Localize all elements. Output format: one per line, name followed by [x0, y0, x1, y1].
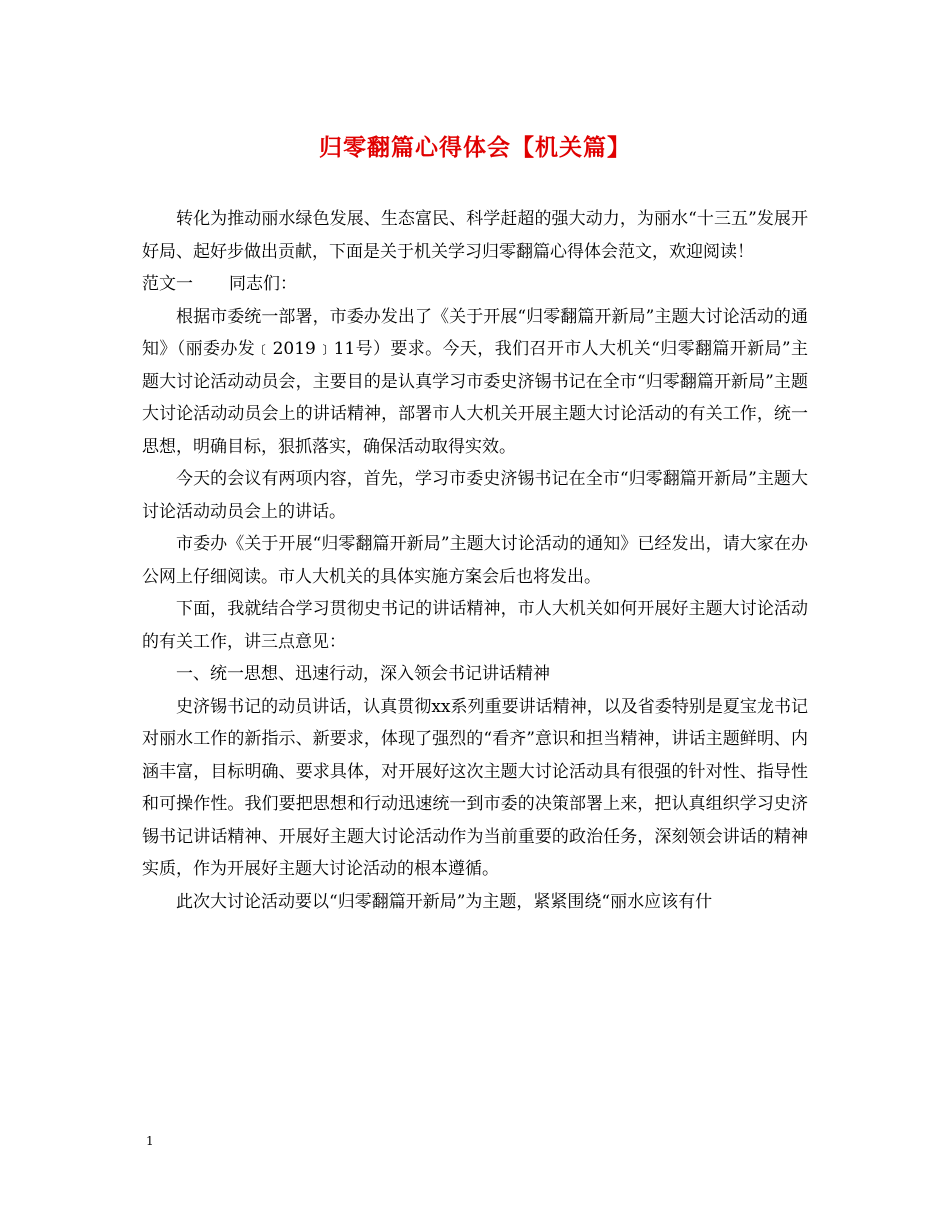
- document-body: [142, 203, 808, 918]
- sample-label: 范文一: [142, 274, 193, 294]
- body-paragraph: 今天的会议有两项内容，首先，学习市委史济锡书记在全市“归零翻篇开新局”主题大讨论活动动员会上的讲话。: [142, 469, 808, 522]
- document-title: 归零翻篇心得体会【机关篇】: [319, 134, 631, 161]
- body-paragraph: 下面，我就结合学习贯彻史书记的讲话精神，市人大机关如何开展好主题大讨论活动的有关工作，讲三点意见：: [142, 599, 808, 652]
- body-paragraph: 根据市委统一部署，市委办发出了《关于开展“归零翻篇开新局”主题大讨论活动的通知》（丽委办发﹝2019﹞11号）要求。今天，我们召开市人大机关“归零翻篇开新局”主题大讨论活动动员会，主要目的是认真学习市委史济锡书记在全市“归零翻篇开新局”主题大讨论活动动员会上的讲话精神，部署市人大机关开展主题大讨论活动的有关工作，统一思想，明确目标，狠抓落实，确保活动取得实效。: [142, 306, 808, 457]
- body-paragraph: 史济锡书记的动员讲话，认真贯彻xx系列重要讲话精神，以及省委特别是夏宝龙书记对丽水工作的新指示、新要求，体现了强烈的“看齐”意识和担当精神，讲话主题鲜明、内涵丰富，目标明确、要求具体，对开展好这次主题大讨论活动具有很强的针对性、指导性和可操作性。我们要把思想和行动迅速统一到市委的决策部署上来，把认真组织学习史济锡书记讲话精神、开展好主题大讨论活动作为当前重要的政治任务，深刻领会讲话的精神实质，作为开展好主题大讨论活动的根本遵循。: [142, 696, 808, 879]
- intro-paragraph: 转化为推动丽水绿色发展、生态富民、科学赶超的强大动力，为丽水“十三五”发展开好局、起好步做出贡献，下面是关于机关学习归零翻篇心得体会范文，欢迎阅读！: [142, 209, 808, 262]
- page-number: 1: [146, 1134, 154, 1148]
- body-paragraph: 此次大讨论活动要以“归零翻篇开新局”为主题，紧紧围绕“丽水应该有什: [176, 891, 713, 912]
- salutation: 同志们：: [229, 274, 297, 294]
- body-paragraph: 市委办《关于开展“归零翻篇开新局”主题大讨论活动的通知》已经发出，请大家在办公网上仔细阅读。市人大机关的具体实施方案会后也将发出。: [142, 534, 808, 587]
- salutation-line: [142, 268, 808, 301]
- section-heading: 一、统一思想、迅速行动，深入领会书记讲话精神: [176, 664, 550, 684]
